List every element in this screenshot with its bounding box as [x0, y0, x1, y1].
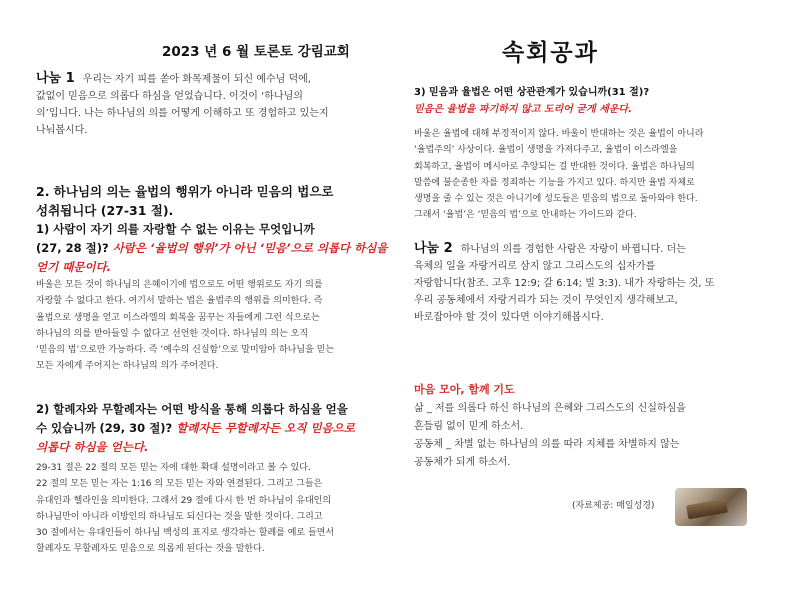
nanum1-line: 값없이 믿음으로 의롭다 하심을 얻었습니다. 이것이 ‘하나님의 — [36, 91, 303, 102]
prayer-body — [414, 400, 774, 472]
body-line: 29-31 절은 22 절의 모든 믿는 자에 대한 확대 설명이라고 볼 수 있다. — [36, 463, 311, 473]
body-line: 자랑할 수 없다고 한다. 여기서 말하는 법은 율법주의 행위를 의미한다. 즉 — [36, 296, 323, 307]
prayer-line: 공동체가 되게 하소서. — [414, 457, 511, 468]
question-3-body — [414, 126, 774, 224]
section2-title — [36, 182, 396, 220]
body-line: 22 절의 모든 믿는 자는 1:16 의 모든 믿는 자와 연결된다. 그리고 그들은 — [36, 479, 323, 490]
nanum2-label: 나눔 2 — [414, 241, 453, 256]
prayer-line: 삶 _ 저를 의롭다 하신 하나님의 은혜와 그리스도의 신실하심을 — [414, 403, 686, 414]
source-credit: (자료제공: 매일성경) — [572, 501, 655, 511]
section2-title-line: 2. 하나님의 의는 율법의 행위가 아니라 믿음의 법으로 — [36, 184, 334, 199]
nanum1-line: 의’입니다. 나는 하나님의 의를 어떻게 이해하고 또 경험하고 있는지 — [36, 108, 329, 119]
body-line: 생명을 줄 수 있는 것은 아니기에 성도들은 믿음의 법으로 돌아와야 한다. — [414, 194, 698, 205]
body-line: 하나님만이 아니라 이방인의 하나님도 되신다는 것을 말한 것이다. 그리고 — [36, 511, 323, 522]
question-3 — [414, 84, 774, 118]
question-1 — [36, 220, 396, 277]
body-line: 바울은 율법에 대해 부정적이지 않다. 바울이 반대하는 것은 율법이 아니라 — [414, 129, 704, 139]
nanum2-line: 바로잡아야 할 것이 있다면 이야기해봅시다. — [414, 312, 604, 323]
nanum1-line: 나눠봅시다. — [36, 125, 88, 136]
answer-2: 의롭다 하심을 얻는다. — [36, 440, 149, 454]
answer-2: 할례자든 무할례자든 오직 믿음으로 — [176, 421, 355, 435]
body-line: ‘믿음의 법’으로만 가능하다. 즉 ‘예수의 신실함’으로 말미암아 하나님을 믿는 — [36, 345, 335, 356]
body-line: 할례자도 무할례자도 믿음으로 의롭게 된다는 것을 말한다. — [36, 544, 265, 555]
body-line: 바울은 모든 것이 하나님의 은혜이기에 법으로도 어떤 행위로도 자기 의를 — [36, 280, 323, 290]
prayer-line: 흔들림 없이 믿게 하소서. — [414, 421, 524, 432]
book-icon — [686, 499, 728, 520]
body-line: 30 절에서는 유대인들이 하나님 백성의 표지로 생각하는 할례를 예로 들면서 — [36, 528, 335, 539]
question-1-line: 1) 사람이 자기 의를 자랑할 수 없는 이유는 무엇입니까 — [36, 222, 315, 236]
answer-1: 사람은 ‘율법의 행위’가 아닌 ‘믿음’으로 의롭다 하심을 — [112, 241, 388, 255]
body-line: 말씀에 불순종한 자를 정죄하는 기능을 가지고 있다. 하지만 율법 자체로 — [414, 177, 695, 188]
body-line: ‘율법주의’ 사상이다. 율법이 생명을 가져다주고, 율법이 이스라엘을 — [414, 145, 678, 156]
nanum1-line: 우리는 자기 피를 쏟아 화목제물이 되신 예수님 덕에, — [82, 74, 311, 85]
question-3-line: 3) 믿음과 율법은 어떤 상관관계가 있습니까(31 절)? — [414, 87, 650, 98]
prayer-line: 공동체 _ 차별 없는 하나님의 의를 따라 지체를 차별하지 않는 — [414, 439, 680, 450]
body-line: 그래서 ‘율법’은 ‘믿음의 법’으로 안내하는 가이드와 같다. — [414, 210, 637, 221]
question-2-line: 2) 할례자와 무할례자는 어떤 방식을 통해 의롭다 하심을 얻을 — [36, 402, 348, 416]
body-line: 모든 자에게 주어지는 하나님의 의가 주어진다. — [36, 361, 219, 372]
question-2-body — [36, 460, 396, 558]
nanum1-block — [36, 70, 396, 139]
question-2 — [36, 400, 396, 457]
bible-photo — [675, 488, 747, 526]
body-line: 율법으로 생명을 얻고 이스라엘의 회복을 꿈꾸는 자들에게 그런 식으로는 — [36, 312, 320, 323]
nanum2-line: 육체의 일을 자랑거리로 삼지 않고 그리스도의 십자가를 — [414, 261, 656, 272]
nanum2-line: 우리 공동체에서 자랑거리가 되는 것이 무엇인지 생각해보고, — [414, 295, 678, 306]
nanum1-label: 나눔 1 — [36, 71, 75, 86]
nanum2-line: 자랑합니다(참조. 고후 12:9; 갈 6:14; 빌 3:3). 내가 자랑하는 것, 또 — [414, 278, 715, 289]
answer-1: 얻기 때문이다. — [36, 260, 112, 274]
section2-title-line: 성취됩니다 (27-31 절). — [36, 203, 174, 218]
answer-3: 믿음은 율법을 파기하지 않고 도리어 굳게 세운다. — [414, 104, 632, 115]
nanum2-line: 하나님의 의를 경험한 사람은 자랑이 바뀝니다. 더는 — [460, 244, 686, 255]
question-1-ref: (27, 28 절)? — [36, 241, 109, 255]
page-title-right: 속회공과 — [502, 40, 599, 66]
body-line: 회복하고, 율법이 메시아로 추앙되는 걸 반대한 것이다. 율법은 하나님의 — [414, 161, 695, 172]
prayer-title: 마음 모아, 함께 기도 — [414, 383, 515, 396]
question-1-body — [36, 277, 396, 375]
body-line: 유대인과 헬라인을 의미한다. 그래서 29 절에 다시 한 번 하나님이 유대인의 — [36, 495, 332, 506]
question-2-ref: 수 있습니까 (29, 30 절)? — [36, 421, 173, 435]
page-title-left: 2023 년 6 월 토론토 강림교회 — [162, 44, 350, 60]
nanum2-block — [414, 240, 774, 326]
body-line: 하나님의 의를 받아들일 수 없다고 선언한 것이다. 하나님의 의는 오직 — [36, 328, 309, 339]
